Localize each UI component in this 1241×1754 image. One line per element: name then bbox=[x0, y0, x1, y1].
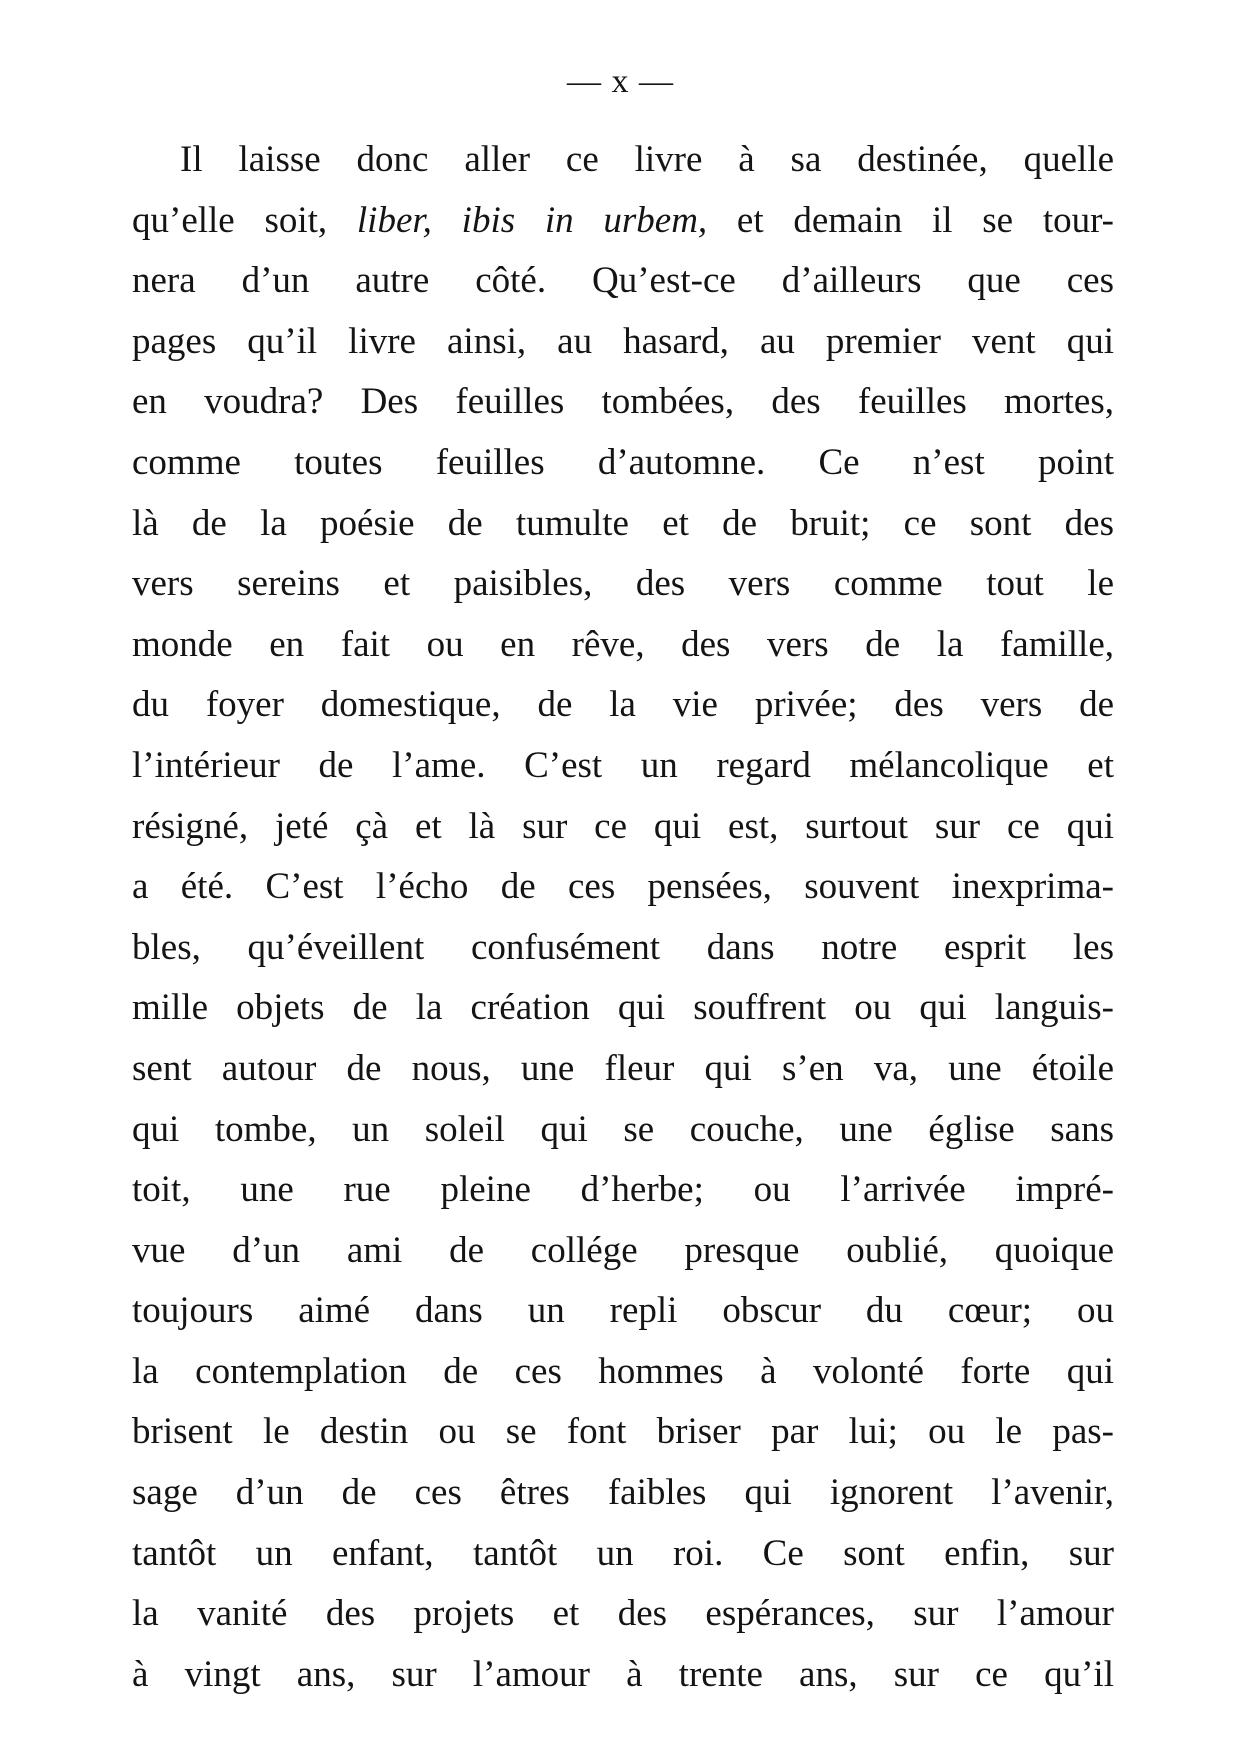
text-line: comme toutes feuilles d’automne. Ce n’est point bbox=[132, 441, 1114, 483]
text-line: tantôt un enfant, tantôt un roi. Ce sont enfin, sur bbox=[132, 1532, 1114, 1574]
text-line: sent autour de nous, une fleur qui s’en va, une étoile bbox=[132, 1047, 1114, 1089]
text-line: du foyer domestique, de la vie privée; des vers de bbox=[132, 684, 1114, 726]
text-line: qui tombe, un soleil qui se couche, une église sans bbox=[132, 1108, 1114, 1150]
text-line: nera d’un autre côté. Qu’est-ce d’ailleurs que ces bbox=[132, 260, 1114, 302]
text-line: l’intérieur de l’ame. C’est un regard mélancolique et bbox=[132, 744, 1114, 786]
text-line: Il laisse donc aller ce livre à sa destinée, quelle bbox=[180, 139, 1114, 180]
body-text bbox=[132, 130, 1114, 1705]
text-line: la vanité des projets et des espérances, sur l’amour bbox=[132, 1593, 1114, 1635]
text-segment: et demain il se tour- bbox=[736, 199, 1115, 241]
text-line: toit, une rue pleine d’herbe; ou l’arrivée impré- bbox=[132, 1169, 1114, 1211]
text-line: mille objets de la création qui souffrent ou qui languis- bbox=[132, 987, 1114, 1029]
text-line: a été. C’est l’écho de ces pensées, souvent inexprima- bbox=[132, 866, 1114, 908]
page-number: — x — bbox=[567, 63, 674, 100]
text-line: bles, qu’éveillent confusément dans notre esprit les bbox=[132, 926, 1114, 968]
text-line: à vingt ans, sur l’amour à trente ans, sur ce qu’il bbox=[132, 1653, 1114, 1695]
text-line: toujours aimé dans un repli obscur du cœur; ou bbox=[132, 1290, 1114, 1332]
text-line bbox=[132, 191, 1114, 252]
text-line: en voudra? Des feuilles tombées, des feuilles mortes, bbox=[132, 381, 1114, 423]
text-line: monde en fait ou en rêve, des vers de la famille, bbox=[132, 623, 1114, 665]
text-line: vers sereins et paisibles, des vers comme tout le bbox=[132, 563, 1114, 605]
text-segment: qu’elle soit, bbox=[132, 199, 328, 241]
text-line: brisent le destin ou se font briser par lui; ou le pas- bbox=[132, 1411, 1114, 1453]
latin-quotation: liber, ibis in urbem, bbox=[356, 199, 708, 241]
text-line: vue d’un ami de collége presque oublié, quoique bbox=[132, 1229, 1114, 1271]
text-line: la contemplation de ces hommes à volonté forte qui bbox=[132, 1350, 1114, 1392]
text-line: pages qu’il livre ainsi, au hasard, au premier vent qui bbox=[132, 320, 1114, 362]
text-line: sage d’un de ces êtres faibles qui ignorent l’avenir, bbox=[132, 1472, 1114, 1514]
text-line: là de la poésie de tumulte et de bruit; ce sont des bbox=[132, 502, 1114, 544]
text-line: résigné, jeté çà et là sur ce qui est, surtout sur ce qui bbox=[132, 805, 1114, 847]
